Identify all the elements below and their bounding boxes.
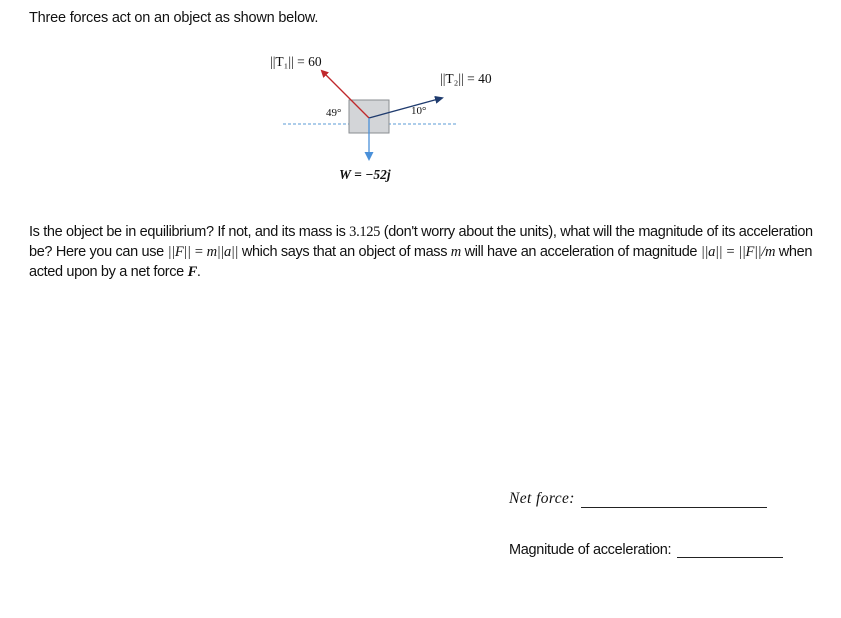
angle-49-label: 49° bbox=[326, 107, 342, 119]
formula-acceleration: ||a|| = ||F||/m bbox=[700, 244, 776, 260]
question-part-5: when acted upon by a net force bbox=[29, 244, 813, 280]
angle-10-label: 10° bbox=[411, 105, 427, 117]
acceleration-blank[interactable] bbox=[677, 541, 783, 558]
net-force-label: Net force: bbox=[509, 490, 575, 507]
question-part-4: will have an acceleration of magnitude bbox=[460, 244, 701, 260]
force-diagram bbox=[0, 0, 841, 200]
question-part-6: . bbox=[196, 264, 201, 280]
force-symbol: F bbox=[187, 264, 197, 280]
net-force-answer bbox=[509, 490, 767, 508]
t1-magnitude-label: ||T₁|| = 60 bbox=[270, 54, 322, 69]
formula-force-mass: ||F|| = m||a|| bbox=[167, 244, 239, 260]
mass-symbol: m bbox=[450, 244, 461, 260]
weight-label: W = −52j bbox=[339, 167, 391, 182]
net-force-blank[interactable] bbox=[581, 491, 767, 508]
mass-value: 3.125 bbox=[349, 224, 381, 240]
problem-intro: Three forces act on an object as shown below. bbox=[29, 10, 319, 26]
question-text bbox=[29, 222, 819, 282]
question-part-3: which says that an object of mass bbox=[238, 244, 451, 260]
t2-magnitude-label: ||T₂|| = 40 bbox=[440, 71, 492, 86]
acceleration-label: Magnitude of acceleration: bbox=[509, 542, 672, 558]
acceleration-answer bbox=[509, 541, 783, 558]
question-part-2: (don't worry about the units), what will the magnitude of its acceleration be? Here you can use bbox=[29, 224, 813, 260]
question-part-1: Is the object be in equilibrium? If not, and its mass is bbox=[29, 224, 350, 240]
